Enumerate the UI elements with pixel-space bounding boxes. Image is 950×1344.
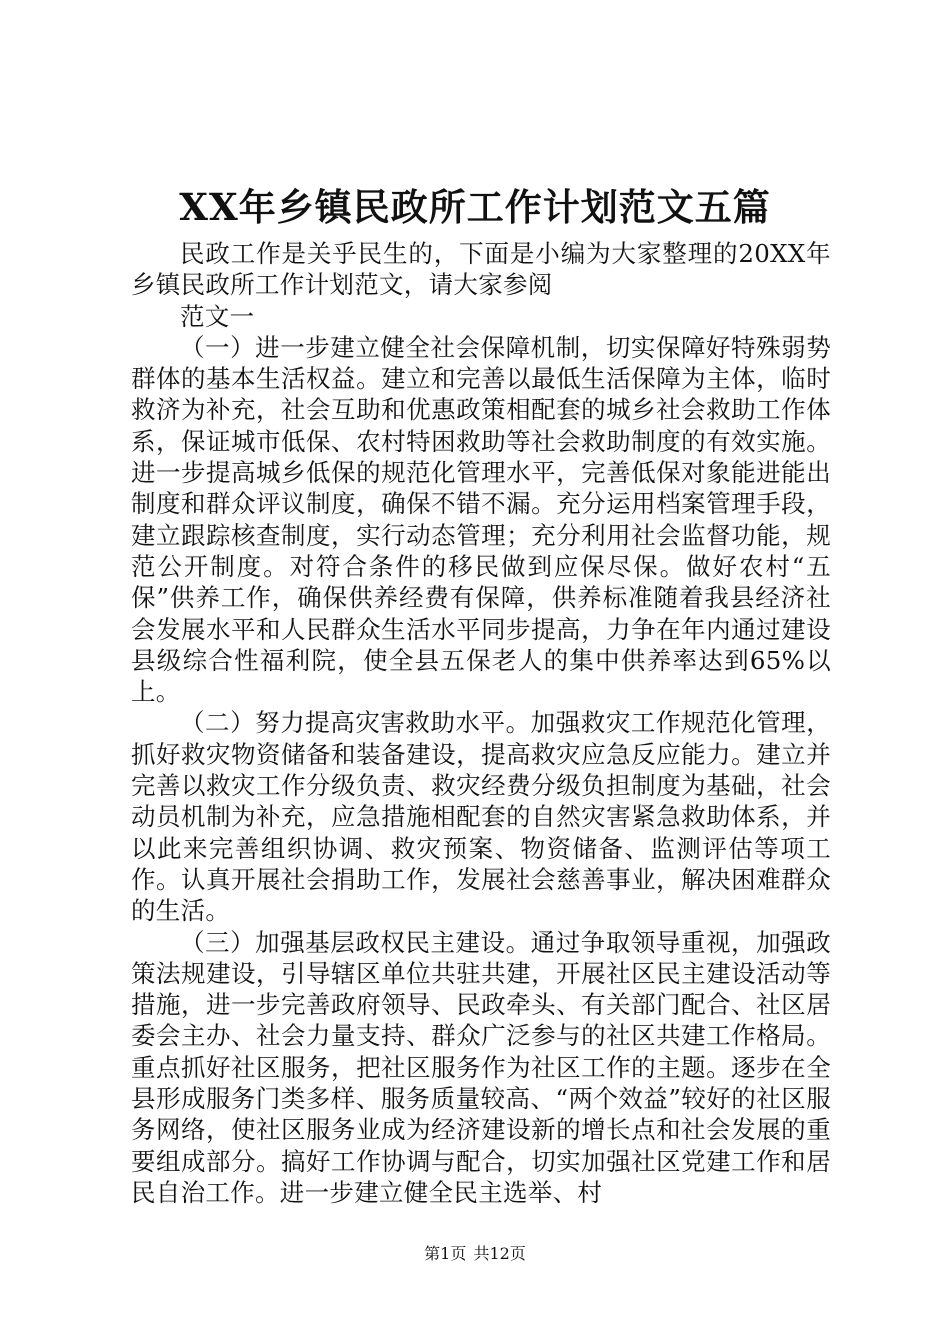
- paragraph-2: （二）努力提高灾害救助水平。加强救灾工作规范化管理，抓好救灾物资储备和装备建设，提高救灾应急反应能力。建立并完善以救灾工作分级负责、救灾经费分级负担制度为基础，社会动员机制为补充，应急措施相配套的自然灾害紧急救助体系，并以此来完善组织协调、救灾预案、物资储备、监测评估等项工作。认真开展社会捐助工作，发展社会慈善事业，解决困难群众的生活。: [131, 708, 831, 926]
- document-body: [131, 238, 831, 1208]
- intro-paragraph: 民政工作是关乎民生的，下面是小编为大家整理的20XX年乡镇民政所工作计划范文，请大家参阅: [131, 239, 831, 300]
- page-footer: [0, 1244, 950, 1264]
- page-number: 第1页: [424, 1244, 467, 1263]
- section-heading: 范文一: [180, 301, 255, 331]
- page-total: 共12页: [473, 1244, 526, 1263]
- paragraph-1: （一）进一步建立健全社会保障机制，切实保障好特殊弱势群体的基本生活权益。建立和完善以最低生活保障为主体，临时救济为补充，社会互助和优惠政策相配套的城乡社会救助工作体系，保证城市低保、农村特困救助等社会救助制度的有效实施。进一步提高城乡低保的规范化管理水平，完善低保对象能进能出制度和群众评议制度，确保不错不漏。充分运用档案管理手段，建立跟踪核查制度，实行动态管理；充分利用社会监督功能，规范公开制度。对符合条件的移民做到应保尽保。做好农村“五保”供养工作，确保供养经费有保障，供养标准随着我县经济社会发展水平和人民群众生活水平同步提高，力争在年内通过建设县级综合性福利院，使全县五保老人的集中供养率达到65%以上。: [131, 332, 832, 707]
- document-title: XX年乡镇民政所工作计划范文五篇: [179, 185, 771, 229]
- paragraph-3: （三）加强基层政权民主建设。通过争取领导重视，加强政策法规建设，引导辖区单位共驻共建，开展社区民主建设活动等措施，进一步完善政府领导、民政牵头、有关部门配合、社区居委会主办、社会力量支持、群众广泛参与的社区共建工作格局。重点抓好社区服务，把社区服务作为社区工作的主题。逐步在全县形成服务门类多样、服务质量较高、“两个效益”较好的社区服务网络，使社区服务业成为经济建设新的增长点和社会发展的重要组成部分。搞好工作协调与配合，切实加强社区党建工作和居民自治工作。进一步建立健全民主选举、村: [131, 927, 831, 1207]
